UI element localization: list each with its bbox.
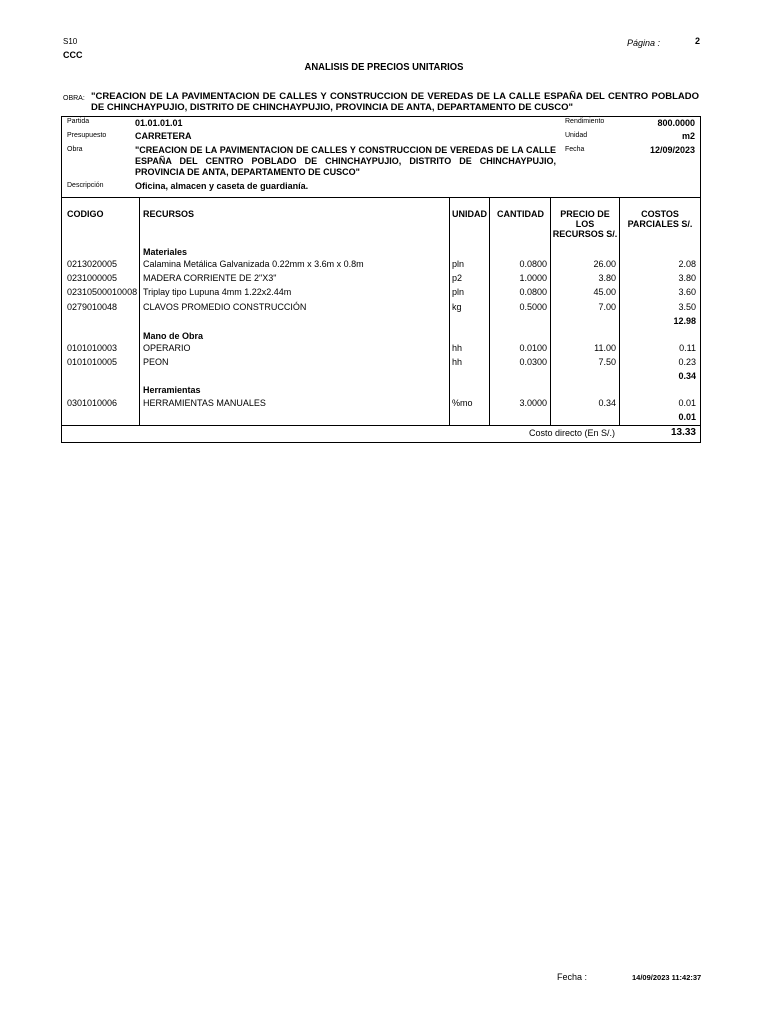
rendimiento-label: Rendimiento xyxy=(565,118,605,125)
row-parcial: 3.80 xyxy=(678,273,696,283)
group-title-herramientas: Herramientas xyxy=(143,385,201,395)
company-label: CCC xyxy=(63,50,83,60)
col-precio-line2: LOS xyxy=(575,219,595,229)
obra-info-value: "CREACION DE LA PAVIMENTACION DE CALLES Y CONSTRUCCION DE VEREDAS DE LA CALLE ESPAÑA DEL CENTRO POBLADO DE CHINCHAYPUJIO, DISTRITO DE CHINCHAYPUJIO, PROVINCIA DE ANTA, DEPARTAMENTO DE CUSCO" xyxy=(135,145,556,177)
row-codigo: 0101010003 xyxy=(67,343,118,353)
system-label: S10 xyxy=(63,37,78,46)
row-parcial: 2.08 xyxy=(678,259,696,269)
costo-directo-label: Costo directo (En S/.) xyxy=(528,428,615,438)
row-recurso: PEON xyxy=(143,357,169,367)
subtotal-mano-de-obra: 0.34 xyxy=(678,371,696,381)
row-codigo: 02310500010008 xyxy=(67,287,138,297)
row-parcial: 3.60 xyxy=(678,287,696,297)
row-codigo: 0301010006 xyxy=(67,398,118,408)
row-cantidad: 0.0300 xyxy=(519,357,547,367)
row-recurso: OPERARIO xyxy=(143,343,191,353)
group-title-materiales: Materiales xyxy=(143,247,188,257)
col-precio-line3: RECURSOS S/. xyxy=(552,229,618,239)
row-codigo: 0101010005 xyxy=(67,357,118,367)
costo-directo-value: 13.33 xyxy=(670,427,696,438)
row-recurso: MADERA CORRIENTE DE 2"X3" xyxy=(143,273,277,283)
row-cantidad: 0.0800 xyxy=(519,287,547,297)
col-costos-line1: COSTOS xyxy=(641,209,679,219)
page-label: Página : xyxy=(627,38,661,48)
obra-label: OBRA: xyxy=(63,95,85,102)
presupuesto-label: Presupuesto xyxy=(67,132,107,139)
row-parcial: 3.50 xyxy=(678,302,696,312)
row-precio: 11.00 xyxy=(594,343,616,353)
col-recursos: RECURSOS xyxy=(143,209,195,219)
presupuesto-value: CARRETERA xyxy=(135,131,192,141)
col-costos xyxy=(620,209,700,229)
col-cantidad: CANTIDAD xyxy=(497,209,544,219)
row-precio: 45.00 xyxy=(593,287,616,297)
page-number: 2 xyxy=(694,36,700,46)
divider xyxy=(139,197,140,425)
row-precio: 0.34 xyxy=(598,398,616,408)
row-parcial: 0.23 xyxy=(678,357,696,367)
row-codigo: 0231000005 xyxy=(67,273,118,283)
row-recurso: Calamina Metálica Galvanizada 0.22mm x 3.6m x 0.8m xyxy=(143,259,364,269)
row-precio: 3.80 xyxy=(598,273,616,283)
row-codigo: 0279010048 xyxy=(67,302,118,312)
unidad-value: m2 xyxy=(681,131,695,141)
page-title: ANALISIS DE PRECIOS UNITARIOS xyxy=(304,61,464,73)
row-unidad: hh xyxy=(452,357,463,367)
row-unidad: pln xyxy=(452,259,465,269)
footer-fecha-label: Fecha : xyxy=(557,972,588,982)
row-cantidad: 0.5000 xyxy=(519,302,547,312)
row-recurso: CLAVOS PROMEDIO CONSTRUCCIÓN xyxy=(143,302,307,312)
row-unidad: %mo xyxy=(452,398,473,408)
col-unidad: UNIDAD xyxy=(452,209,487,219)
unidad-label: Unidad xyxy=(565,132,588,139)
obra-title: "CREACION DE LA PAVIMENTACION DE CALLES Y CONSTRUCCION DE VEREDAS DE LA CALLE ESPAÑA DEL CENTRO POBLADO DE CHINCHAYPUJIO, DISTRITO DE CHINCHAYPUJIO, PROVINCIA DE ANTA, DEPARTAMENTO DE CUSCO" xyxy=(91,91,699,113)
col-costos-line2: PARCIALES S/. xyxy=(627,219,693,229)
divider xyxy=(61,197,701,198)
subtotal-materiales: 12.98 xyxy=(673,316,696,326)
row-unidad: hh xyxy=(452,343,463,353)
subtotal-herramientas: 0.01 xyxy=(678,412,696,422)
row-recurso: HERRAMIENTAS MANUALES xyxy=(143,398,266,408)
partida-value: 01.01.01.01 xyxy=(135,118,183,128)
row-unidad: kg xyxy=(452,302,462,312)
divider xyxy=(489,197,490,425)
descripcion-label: Descripción xyxy=(67,182,104,189)
row-parcial: 0.01 xyxy=(678,398,696,408)
row-cantidad: 0.0800 xyxy=(519,259,547,269)
row-precio: 7.00 xyxy=(598,302,616,312)
row-unidad: p2 xyxy=(452,273,463,283)
row-parcial: 0.11 xyxy=(679,343,696,353)
col-precio-line1: PRECIO DE xyxy=(560,209,610,219)
row-unidad: pln xyxy=(452,287,465,297)
divider xyxy=(449,197,450,425)
partida-label: Partida xyxy=(67,118,90,125)
col-precio xyxy=(551,209,619,239)
descripcion-value: Oficina, almacen y caseta de guardianía. xyxy=(135,181,309,191)
row-codigo: 0213020005 xyxy=(67,259,118,269)
col-codigo: CODIGO xyxy=(67,209,104,219)
fecha-value: 12/09/2023 xyxy=(649,145,695,155)
group-title-mano-de-obra: Mano de Obra xyxy=(143,331,204,341)
row-cantidad: 1.0000 xyxy=(519,273,547,283)
fecha-label: Fecha xyxy=(565,146,585,153)
footer-fecha-value: 14/09/2023 11:42:37 xyxy=(632,973,702,982)
divider xyxy=(619,197,620,425)
rendimiento-value: 800.0000 xyxy=(657,118,695,128)
row-cantidad: 0.0100 xyxy=(519,343,547,353)
divider xyxy=(61,425,701,426)
row-recurso: Triplay tipo Lupuna 4mm 1.22x2.44m xyxy=(143,287,292,297)
obra-info-label: Obra xyxy=(67,146,83,153)
row-precio: 26.00 xyxy=(593,259,616,269)
row-cantidad: 3.0000 xyxy=(519,398,547,408)
row-precio: 7.50 xyxy=(598,357,616,367)
